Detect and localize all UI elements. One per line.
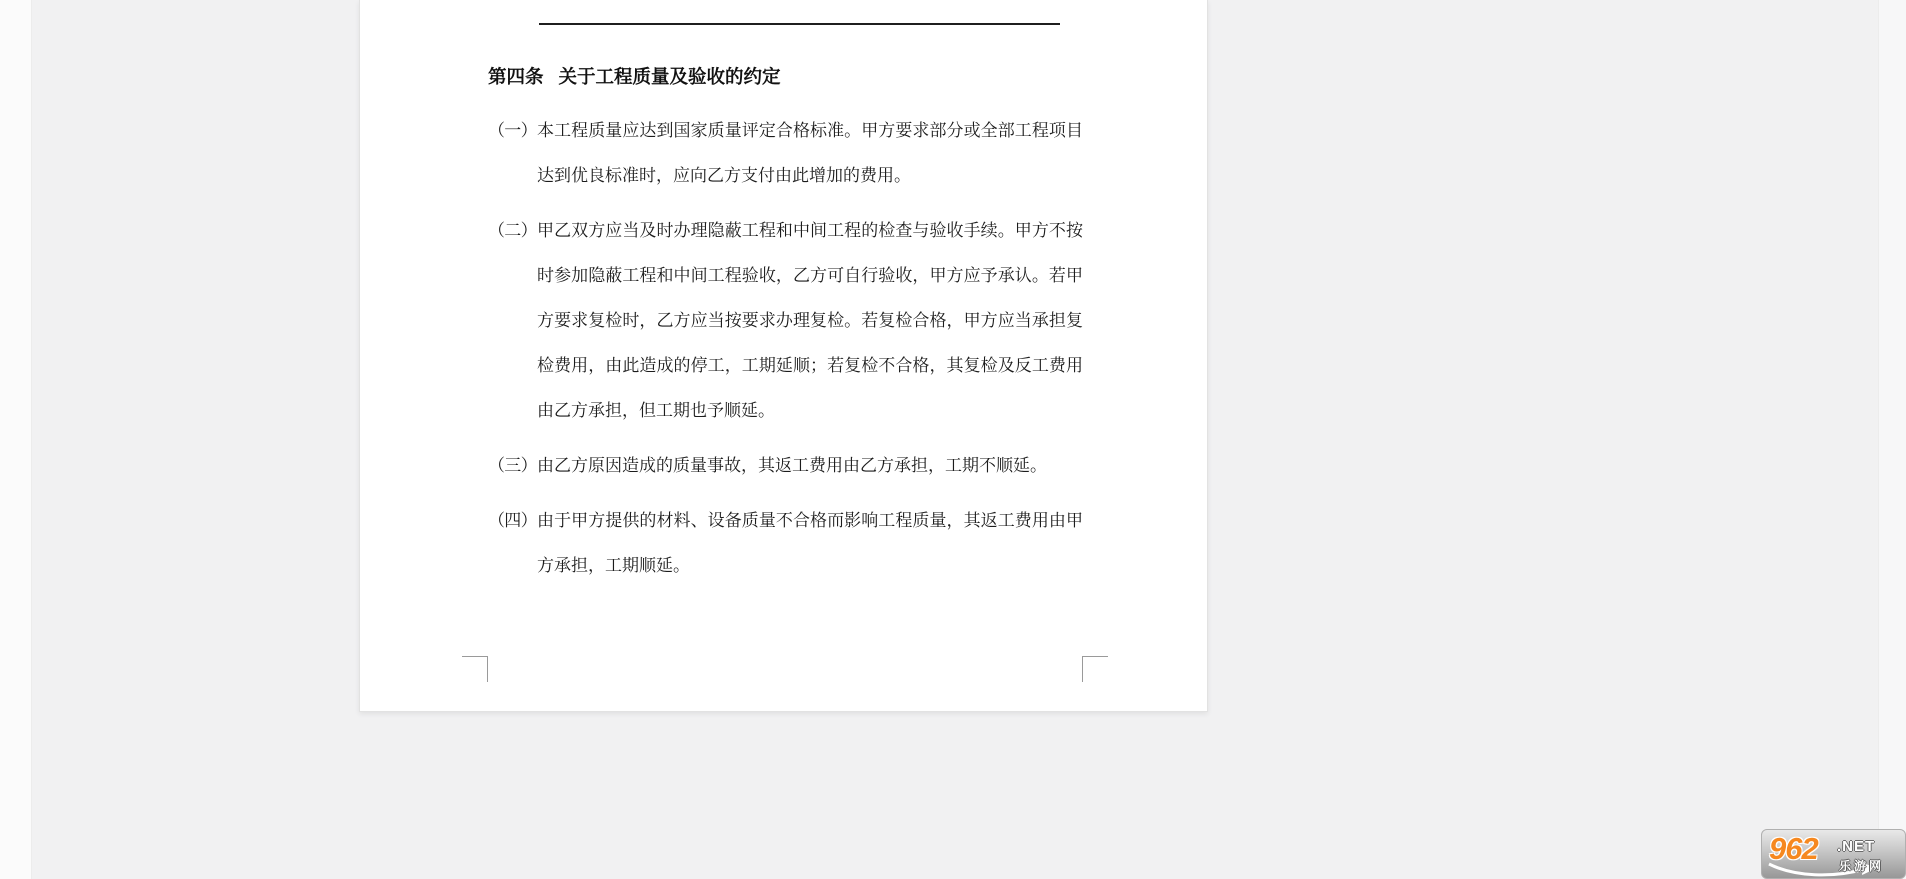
- text-boundary-mark-right: [1082, 656, 1108, 682]
- clause-line: 本工程质量应达到国家质量评定合格标准。甲方要求部分或全部工程项目: [537, 121, 1083, 140]
- fill-in-blank-rule: [539, 23, 1060, 25]
- clause-marker: （四）: [488, 511, 537, 530]
- clause-list: [488, 108, 1083, 598]
- watermark-962net-logo: [1761, 829, 1906, 879]
- text-boundary-mark-left: [462, 656, 488, 682]
- clause-lines: [537, 443, 1083, 488]
- clause-line: 由于甲方提供的材料、设备质量不合格而影响工程质量，其返工费用由甲: [537, 511, 1083, 530]
- article-heading: [488, 53, 781, 98]
- clause-line: 由乙方承担，但工期也予顺延。: [537, 401, 775, 420]
- clause-marker: （三）: [488, 456, 537, 475]
- left-edge-strip: [0, 0, 32, 879]
- clause-item: [488, 208, 1083, 433]
- clause-item: [488, 108, 1083, 198]
- article-number: 第四条: [488, 67, 544, 88]
- watermark-subtitle-text: 乐游网: [1839, 859, 1885, 873]
- clause-line: 由乙方原因造成的质量事故，其返工费用由乙方承担，工期不顺延。: [537, 456, 1047, 475]
- clause-item: [488, 498, 1083, 588]
- clause-line: 检费用，由此造成的停工，工期延顺；若复检不合格，其复检及反工费用: [537, 356, 1083, 375]
- clause-lines: [537, 208, 1083, 433]
- clause-marker: （二）: [488, 221, 537, 240]
- clause-line: 方要求复检时，乙方应当按要求办理复检。若复检合格，甲方应当承担复: [537, 311, 1083, 330]
- watermark-suffix-text: .NET: [1837, 838, 1876, 855]
- article-title: 关于工程质量及验收的约定: [558, 67, 781, 88]
- clause-line: 方承担，工期顺延。: [537, 556, 690, 575]
- clause-line: 时参加隐蔽工程和中间工程验收，乙方可自行验收，甲方应予承认。若甲: [537, 266, 1083, 285]
- clause-lines: [537, 498, 1083, 588]
- clause-lines: [537, 108, 1083, 198]
- watermark-brand-text: 962: [1769, 831, 1818, 866]
- clause-marker: （一）: [488, 121, 537, 140]
- document-page: [359, 0, 1208, 712]
- clause-line: 达到优良标准时，应向乙方支付由此增加的费用。: [537, 166, 911, 185]
- clause-item: [488, 443, 1083, 488]
- clause-line: 甲乙双方应当及时办理隐蔽工程和中间工程的检查与验收手续。甲方不按: [537, 221, 1083, 240]
- scrollbar-track[interactable]: [1878, 0, 1906, 879]
